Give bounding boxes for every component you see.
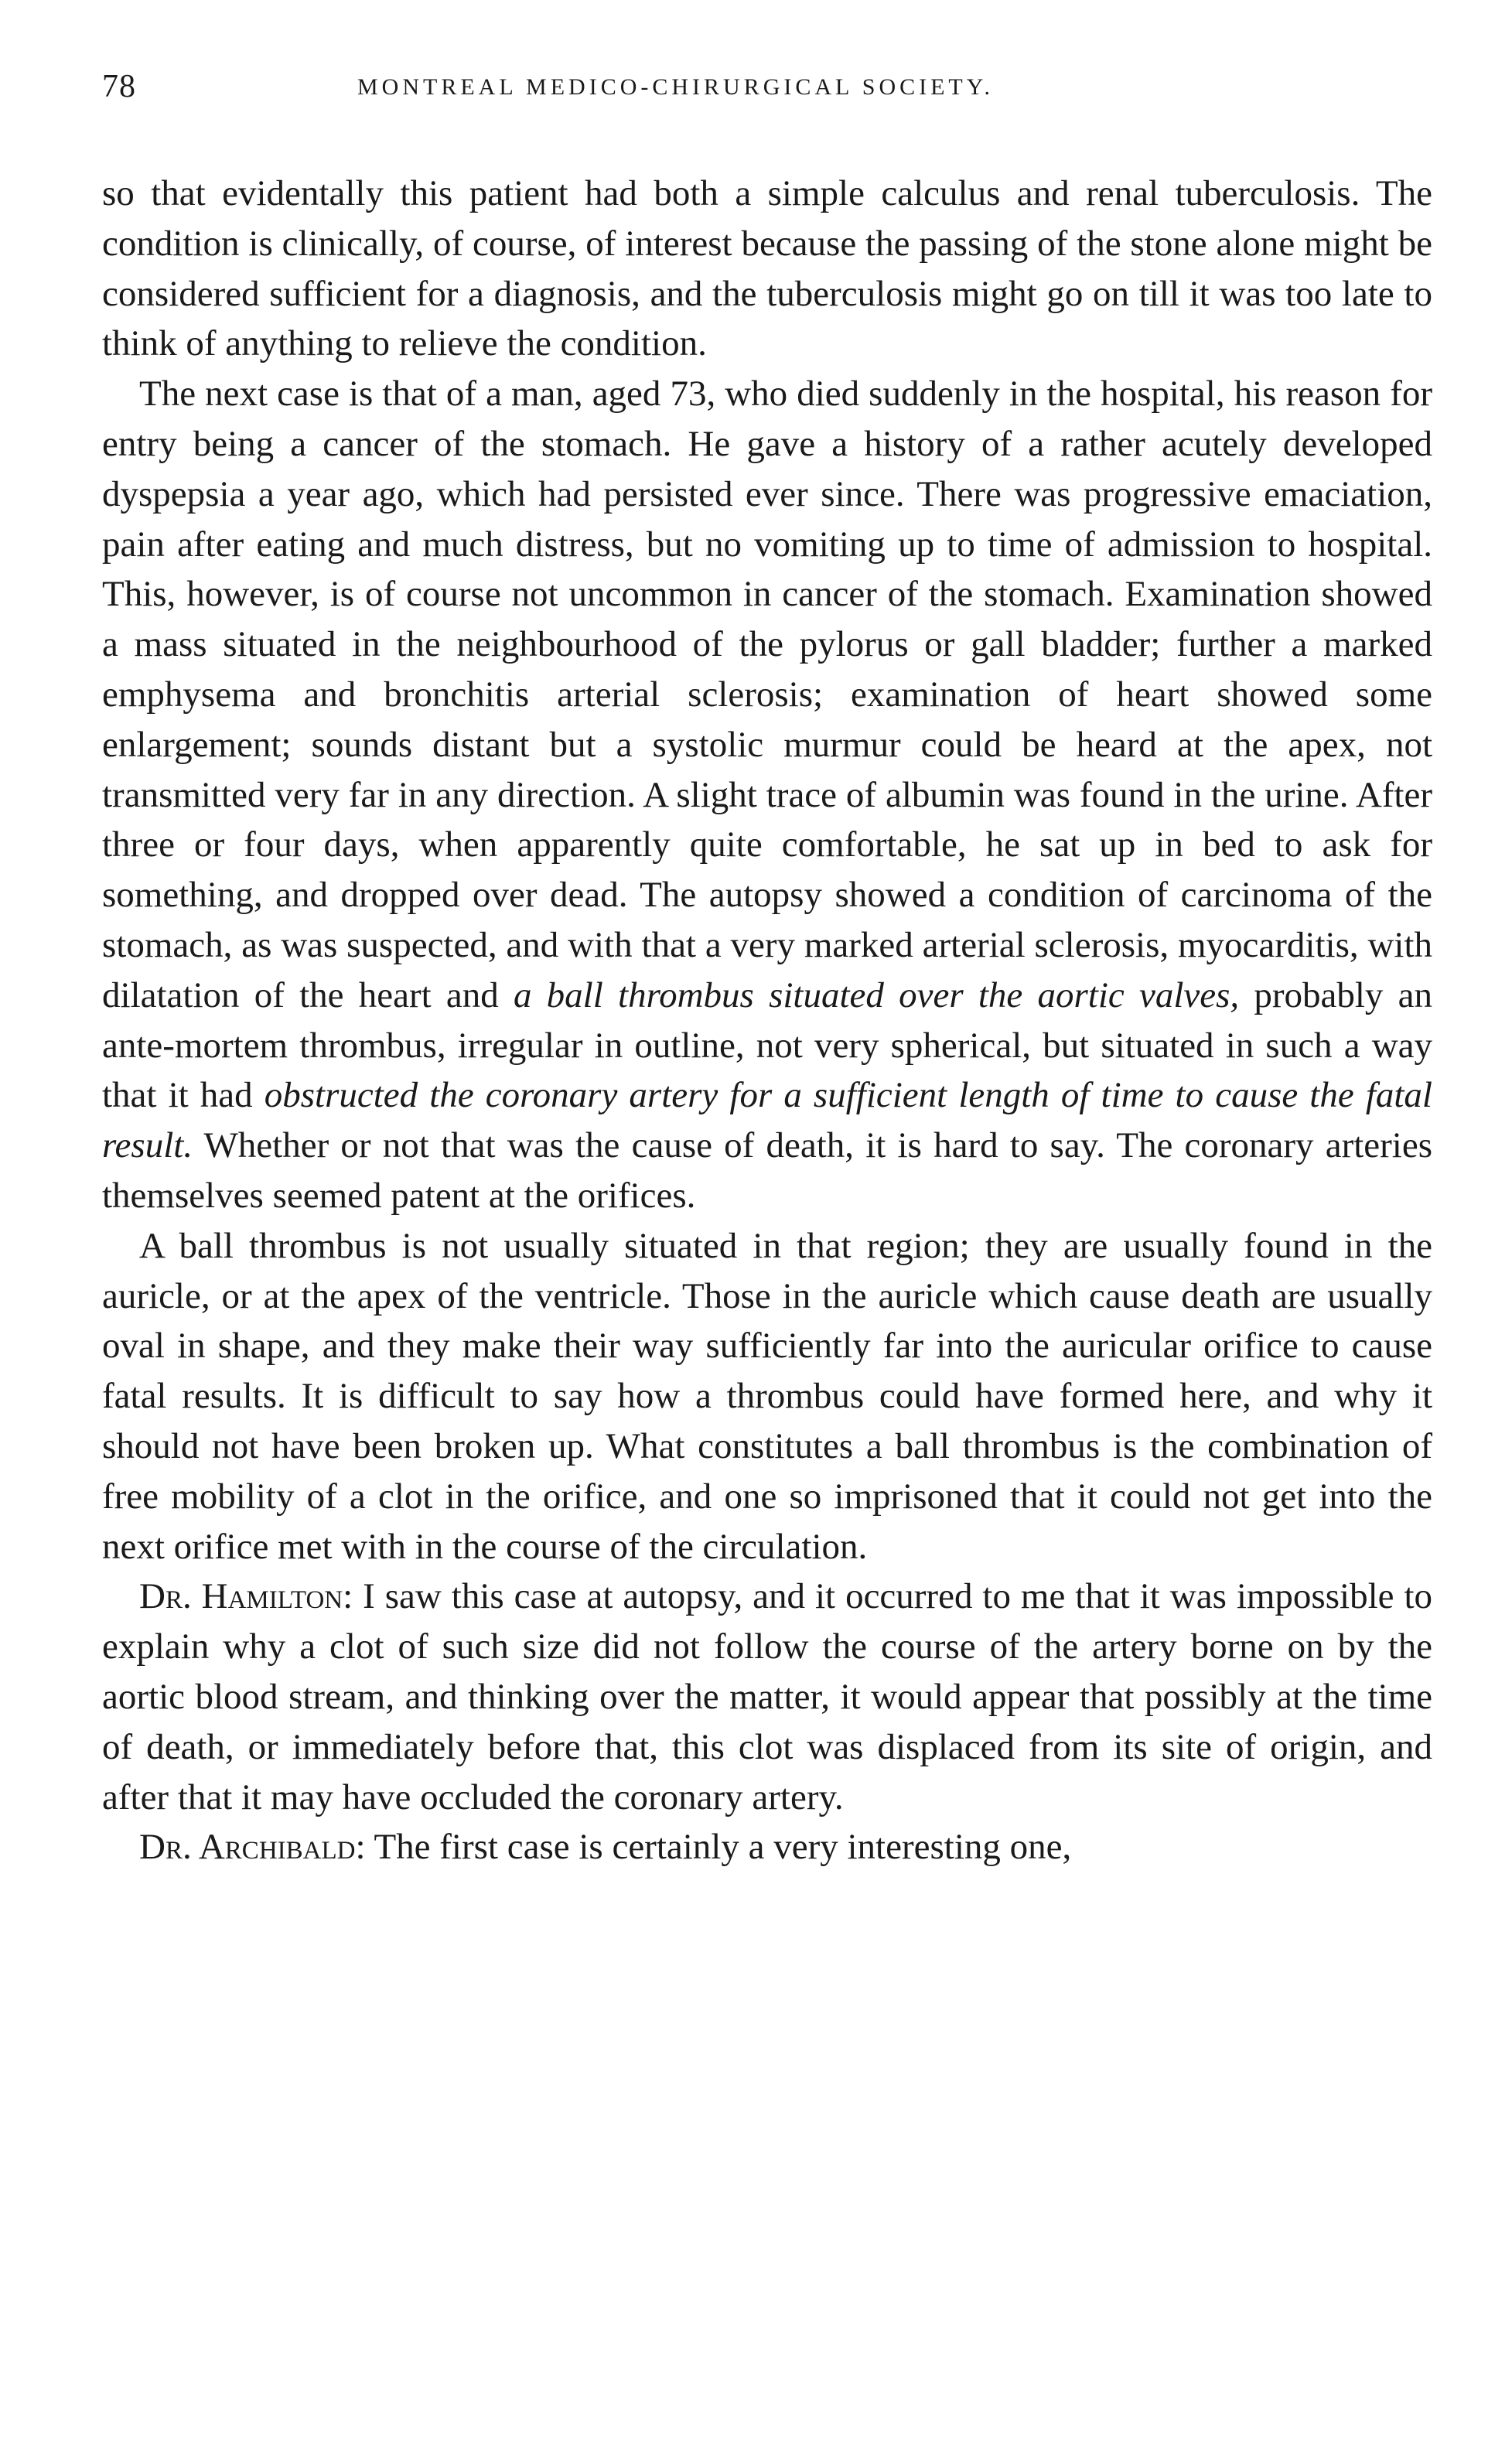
speaker-hamilton: Dr. Hamilton:	[139, 1576, 353, 1617]
page-number: 78	[102, 69, 136, 104]
running-head	[102, 68, 1432, 122]
paragraph-2-text-c: Whether or not that was the cause of death, it is hard to say. The coronary arteries themselves seemed patent at the orifices.	[102, 1125, 1433, 1216]
body-text	[102, 169, 1432, 1872]
paragraph-3	[102, 1221, 1432, 1572]
paragraph-4	[102, 1572, 1432, 1822]
journal-title: MONTREAL MEDICO-CHIRURGICAL SOCIETY.	[357, 74, 995, 100]
paragraph-5-text: The first case is certainly a very interesting one,	[374, 1827, 1072, 1868]
paragraph-2	[102, 369, 1432, 1221]
paragraph-5	[102, 1822, 1432, 1872]
paragraph-1	[102, 169, 1432, 369]
document-page	[102, 68, 1432, 1872]
paragraph-2-italic-b: obstructed the coronary artery for a sufficient length of time to cause the fatal result.	[102, 1075, 1432, 1166]
paragraph-2-italic-a: a ball thrombus situated over the aortic valves,	[513, 974, 1240, 1015]
paragraph-4-text: I saw this case at autopsy, and it occurred to me that it was impossible to explain why a clot of such size did not follow the course of the artery borne on by the aortic blood stream, and thinking over the matter, it would appear that possibly at the time of death, or immediately before that, this clot was displaced from its site of origin, and after that it may have occluded the coronary artery.	[102, 1576, 1433, 1817]
paragraph-1-text: so that evidentally this patient had both a simple calculus and renal tuberculosis. The condition is clinically, of course, of interest because the passing of the stone alone might be considered sufficient for a diagnosis, and the tuberculosis might go on till it was too late to think of anything to relieve the condition.	[102, 173, 1432, 364]
paragraph-2-text-a: The next case is that of a man, aged 73, who died suddenly in the hospital, his reason for entry being a cancer of the stomach. He gave a history of a rather acutely developed dyspepsia a year ago, which had persisted ever since. There was progressive emaciation, pain after eating and much distress, but no vomiting up to time of admission to hospital. This, however, is of course not uncommon in cancer of the stomach. Examination showed a mass situated in the neighbourhood of the pylorus or gall bladder; further a marked emphysema and bronchitis arterial sclerosis; examination of heart showed some enlargement; sounds distant but a systolic murmur could be heard at the apex, not transmitted very far in any direction. A slight trace of albumin was found in the urine. After three or four days, when apparently quite comfortable, he sat up in bed to ask for something, and dropped over dead. The autopsy showed a condition of carcinoma of the stomach, as was suspected, and with that a very marked arterial sclerosis, myocarditis, with dilatation of the heart and	[102, 374, 1432, 1015]
paragraph-3-text: A ball thrombus is not usually situated in that region; they are usually found in the auricle, or at the apex of the ventricle. Those in the auricle which cause death are usually oval in shape, and they make their way sufficiently far into the auricular orifice to cause fatal results. It is difficult to say how a thrombus could have formed here, and why it should not have been broken up. What constitutes a ball thrombus is the combination of free mobility of a clot in the orifice, and one so imprisoned that it could not get into the next orifice met with in the course of the circulation.	[102, 1225, 1432, 1567]
paragraph-2-text-b: probably an ante-mortem thrombus, irregular in outline, not very spherical, but situated in such a way that it had	[102, 974, 1433, 1116]
speaker-archibald: Dr. Archibald:	[139, 1827, 366, 1868]
